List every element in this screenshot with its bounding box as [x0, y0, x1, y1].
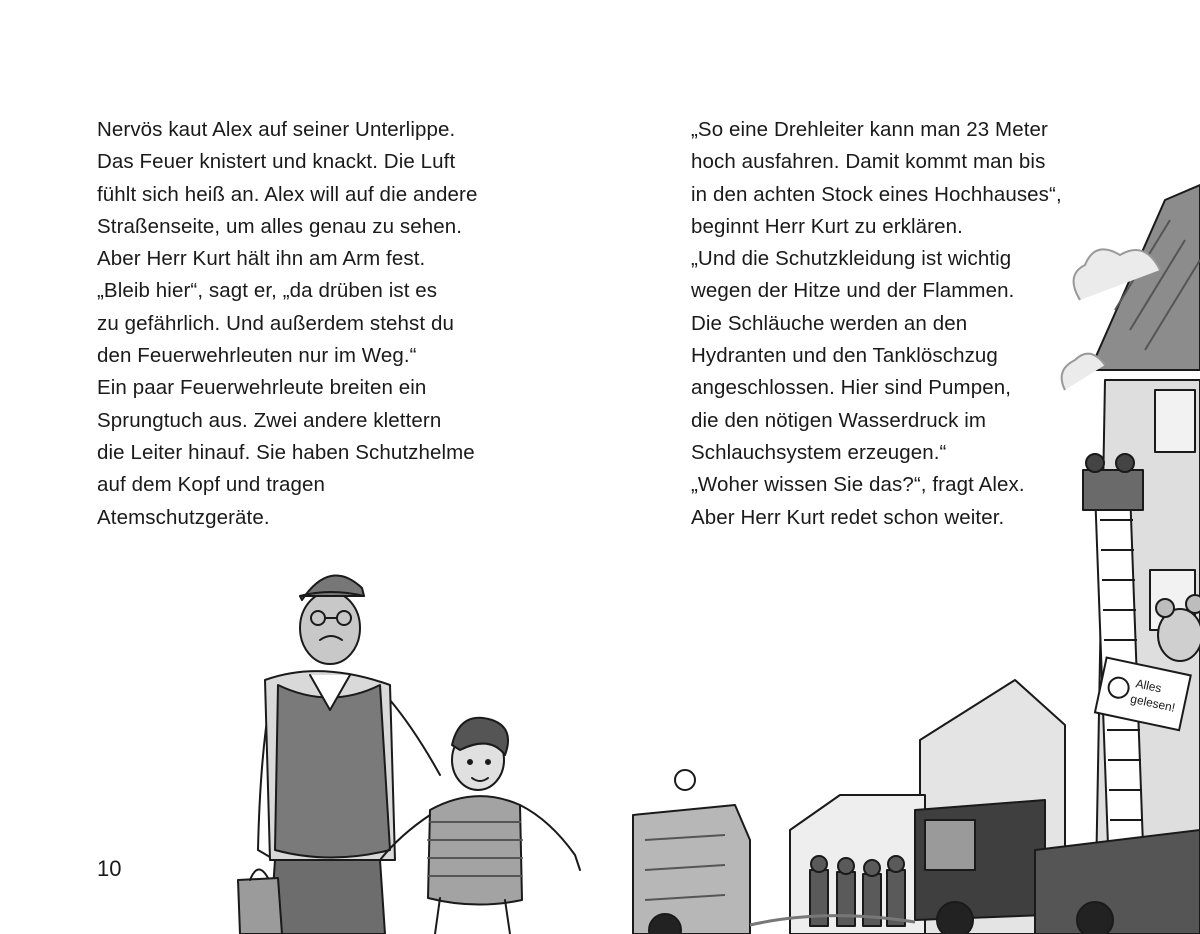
text-line: auf dem Kopf und tragen — [97, 473, 325, 497]
text-line: zu gefährlich. Und außerdem stehst du — [97, 311, 454, 335]
page-number: 10 — [97, 856, 122, 881]
text-line: hoch ausfahren. Damit kommt man bis — [691, 150, 1046, 174]
text-line: „Und die Schutzkleidung ist wichtig — [691, 247, 1012, 271]
badge-line-1: Alles — [1134, 676, 1163, 696]
text-line: Hydranten und den Tanklöschzug — [691, 344, 998, 368]
text-line: den Feuerwehrleuten nur im Weg.“ — [97, 344, 417, 368]
left-text-column — [97, 114, 477, 534]
illustration-man-and-boy — [230, 560, 590, 934]
text-line: Straßenseite, um alles genau zu sehen. — [97, 214, 463, 238]
text-line: Die Schläuche werden an den — [691, 311, 968, 335]
text-line: Ein paar Feuerwehrleute breiten ein — [97, 376, 427, 400]
text-line: wegen der Hitze und der Flammen. — [691, 279, 1015, 303]
text-line: Nervös kaut Alex auf seiner Unterlippe. — [97, 118, 456, 141]
badge-line-2: gelesen! — [1129, 691, 1177, 715]
text-line: beginnt Herr Kurt zu erklären. — [691, 214, 963, 238]
text-line: Aber Herr Kurt redet schon weiter. — [691, 505, 1005, 529]
text-line: Das Feuer knistert und knackt. Die Luft — [97, 150, 456, 174]
text-line: Schlauchsystem erzeugen.“ — [691, 440, 947, 464]
text-line: fühlt sich heiß an. Alex will auf die andere — [97, 182, 478, 206]
text-line: „So eine Drehleiter kann man 23 Meter — [691, 118, 1048, 141]
text-line: in den achten Stock eines Hochhauses“, — [691, 182, 1062, 206]
text-line: Atemschutzgeräte. — [97, 505, 270, 529]
text-line: Sprungtuch aus. Zwei andere klettern — [97, 408, 442, 432]
text-line: die Leiter hinauf. Sie haben Schutzhelme — [97, 440, 475, 464]
text-line: angeschlossen. Hier sind Pumpen, — [691, 376, 1011, 400]
illustration-fire-scene — [625, 180, 1200, 934]
text-line: die den nötigen Wasserdruck im — [691, 408, 987, 432]
text-line: „Bleib hier“, sagt er, „da drüben ist es — [97, 279, 438, 303]
text-line: „Woher wissen Sie das?“, fragt Alex. — [691, 473, 1025, 497]
text-line: Aber Herr Kurt hält ihn am Arm fest. — [97, 247, 426, 271]
alles-gelesen-badge — [1093, 658, 1193, 738]
